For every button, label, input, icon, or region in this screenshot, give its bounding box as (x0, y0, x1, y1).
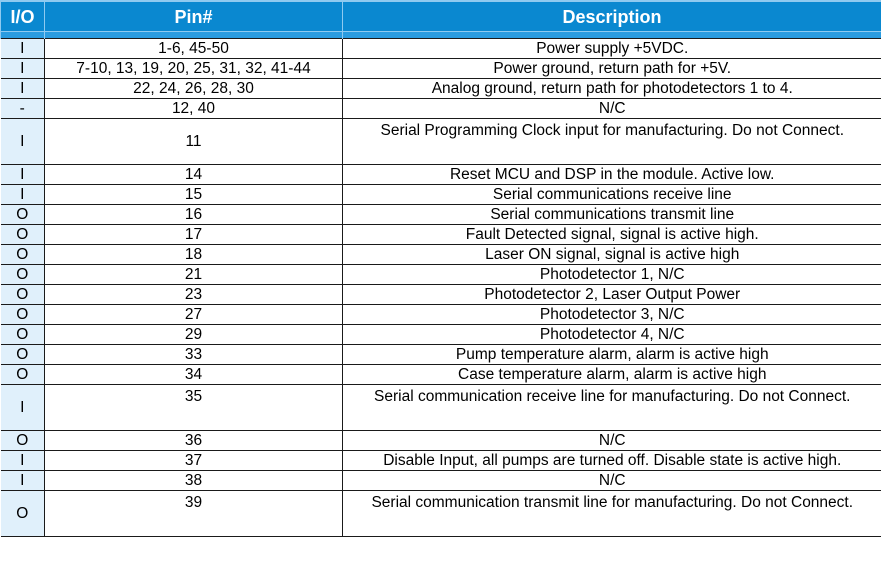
table-row (1, 59, 881, 79)
io-cell: I (1, 119, 45, 165)
table-row (1, 431, 881, 451)
table-row (1, 385, 881, 431)
table-row (1, 39, 881, 59)
pin-cell: 17 (45, 225, 343, 245)
description-cell: Pump temperature alarm, alarm is active high (343, 345, 881, 365)
pin-cell: 37 (45, 451, 343, 471)
table-row (1, 325, 881, 345)
table-body (1, 39, 881, 537)
description-cell: Serial Programming Clock input for manufacturing. Do not Connect. (343, 119, 881, 165)
table-row (1, 345, 881, 365)
io-cell: - (1, 99, 45, 119)
table-row (1, 265, 881, 285)
header-io-label: I/O (10, 6, 35, 27)
io-cell: O (1, 265, 45, 285)
table-row (1, 491, 881, 537)
io-cell: O (1, 305, 45, 325)
io-cell: O (1, 205, 45, 225)
io-cell: I (1, 79, 45, 99)
header-row (1, 0, 881, 39)
header-description-label: Description (562, 6, 662, 27)
io-cell: I (1, 385, 45, 431)
pin-cell: 23 (45, 285, 343, 305)
description-cell: Disable Input, all pumps are turned off. Disable state is active high. (343, 451, 881, 471)
description-cell: Laser ON signal, signal is active high (343, 245, 881, 265)
description-cell: Serial communications receive line (343, 185, 881, 205)
description-cell: Photodetector 2, Laser Output Power (343, 285, 881, 305)
header-pin-label: Pin# (174, 6, 213, 27)
pin-cell: 11 (45, 119, 343, 165)
io-cell: O (1, 245, 45, 265)
io-cell: O (1, 225, 45, 245)
io-cell: I (1, 451, 45, 471)
description-cell: N/C (343, 431, 881, 451)
description-cell: Serial communications transmit line (343, 205, 881, 225)
table-row (1, 79, 881, 99)
pin-cell: 16 (45, 205, 343, 225)
io-cell: O (1, 325, 45, 345)
pin-cell: 21 (45, 265, 343, 285)
header-io (1, 0, 45, 39)
pin-cell: 1-6, 45-50 (45, 39, 343, 59)
pin-cell: 34 (45, 365, 343, 385)
pin-cell: 22, 24, 26, 28, 30 (45, 79, 343, 99)
io-cell: I (1, 165, 45, 185)
table-row (1, 185, 881, 205)
header-pin (45, 0, 343, 39)
description-cell: Analog ground, return path for photodetectors 1 to 4. (343, 79, 881, 99)
pin-cell: 27 (45, 305, 343, 325)
pin-cell: 7-10, 13, 19, 20, 25, 31, 32, 41-44 (45, 59, 343, 79)
io-cell: I (1, 39, 45, 59)
pin-cell: 35 (45, 385, 343, 431)
io-cell: O (1, 365, 45, 385)
table-row (1, 245, 881, 265)
table-row (1, 205, 881, 225)
io-cell: O (1, 345, 45, 365)
table-header (1, 0, 881, 39)
table-row (1, 165, 881, 185)
header-description (343, 0, 881, 39)
io-cell: O (1, 491, 45, 537)
description-cell: Reset MCU and DSP in the module. Active low. (343, 165, 881, 185)
description-cell: Case temperature alarm, alarm is active high (343, 365, 881, 385)
table-row (1, 365, 881, 385)
description-cell: Power supply +5VDC. (343, 39, 881, 59)
description-cell: Photodetector 1, N/C (343, 265, 881, 285)
description-cell: N/C (343, 99, 881, 119)
io-cell: I (1, 185, 45, 205)
pin-cell: 18 (45, 245, 343, 265)
pin-cell: 33 (45, 345, 343, 365)
io-cell: I (1, 471, 45, 491)
description-cell: Serial communication transmit line for manufacturing. Do not Connect. (343, 491, 881, 537)
description-cell: Power ground, return path for +5V. (343, 59, 881, 79)
pin-cell: 15 (45, 185, 343, 205)
table-row (1, 285, 881, 305)
io-cell: I (1, 59, 45, 79)
table-row (1, 119, 881, 165)
pin-cell: 38 (45, 471, 343, 491)
io-cell: O (1, 431, 45, 451)
table-row (1, 99, 881, 119)
table-row (1, 451, 881, 471)
table-row (1, 225, 881, 245)
table-row (1, 305, 881, 325)
pin-cell: 14 (45, 165, 343, 185)
io-cell: O (1, 285, 45, 305)
pin-cell: 39 (45, 491, 343, 537)
pin-cell: 29 (45, 325, 343, 345)
description-cell: Photodetector 4, N/C (343, 325, 881, 345)
pin-cell: 36 (45, 431, 343, 451)
description-cell: N/C (343, 471, 881, 491)
description-cell: Photodetector 3, N/C (343, 305, 881, 325)
description-cell: Serial communication receive line for manufacturing. Do not Connect. (343, 385, 881, 431)
pin-cell: 12, 40 (45, 99, 343, 119)
table-row (1, 471, 881, 491)
description-cell: Fault Detected signal, signal is active high. (343, 225, 881, 245)
